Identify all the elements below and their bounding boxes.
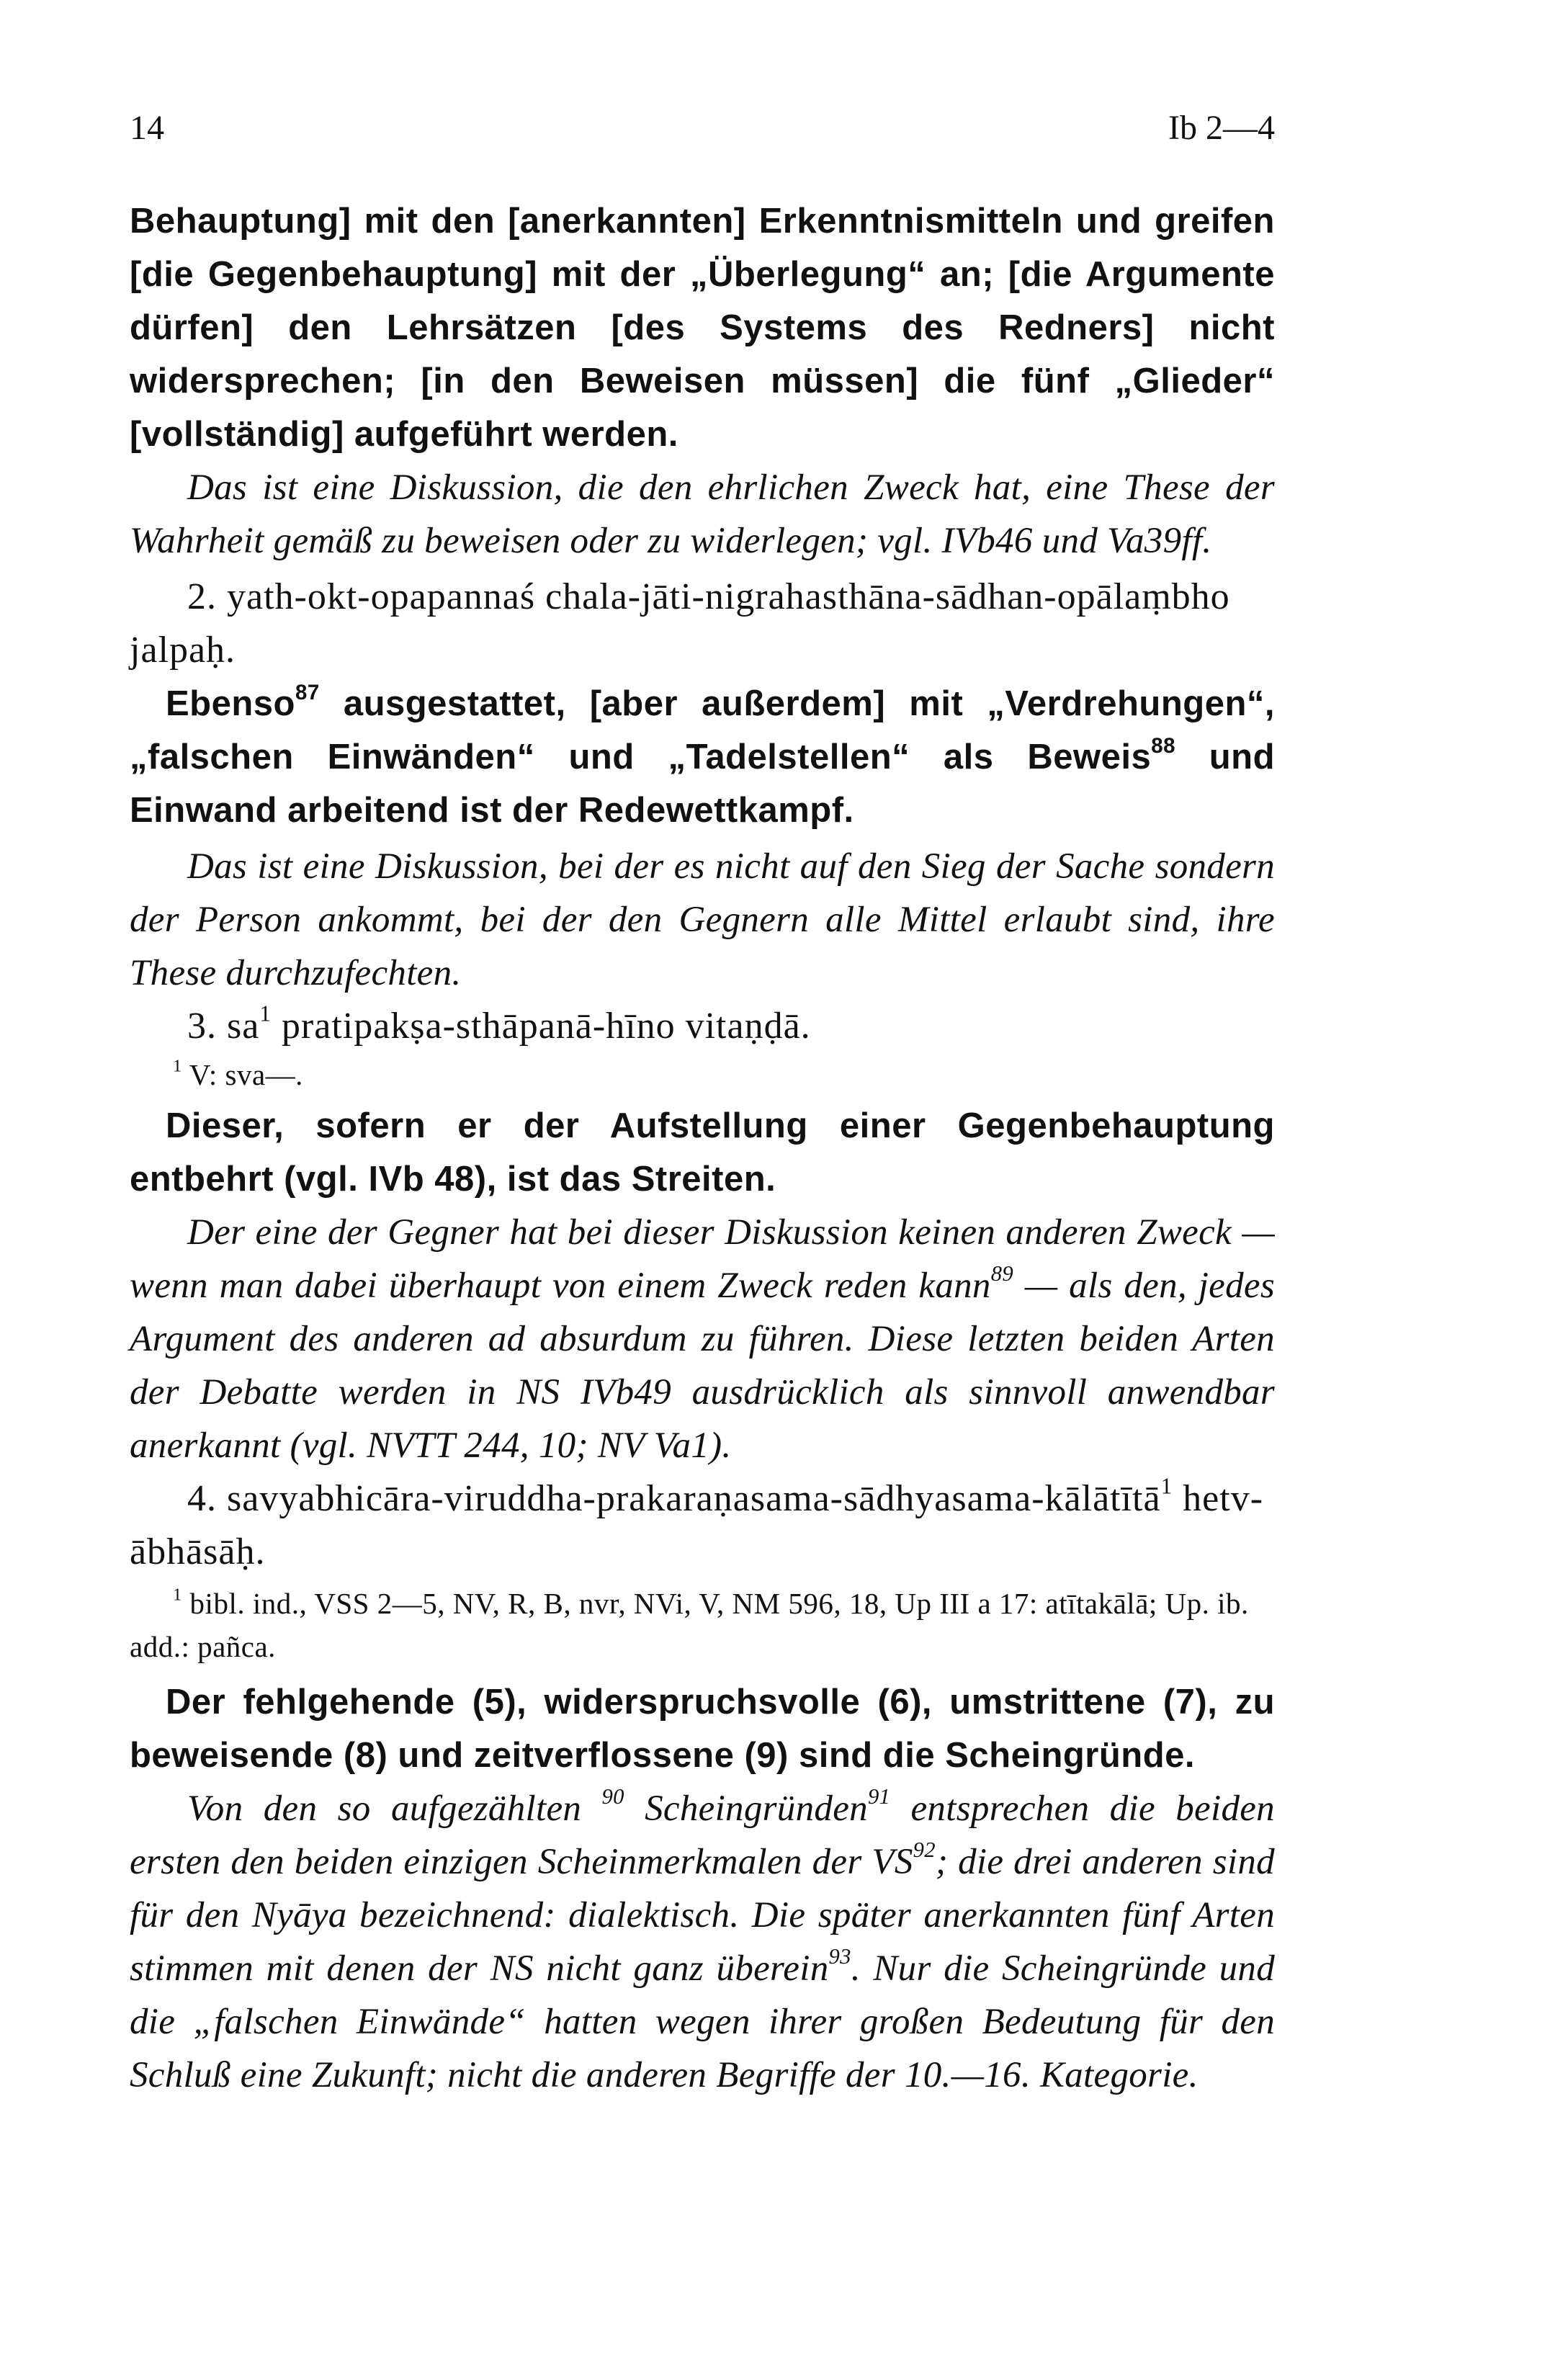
footnote-ref: 90 [601, 1784, 624, 1809]
page-number: 14 [130, 109, 164, 147]
commentary-paragraph-1: Das ist eine Diskussion, die den ehrlichen Zweck hat, eine These der Wahrheit gemäß zu beweisen oder zu widerlegen; vgl. IVb46 und Va39ff. [130, 467, 1275, 561]
section-reference: Ib 2—4 [1168, 109, 1275, 147]
sutra-2: 2. yath-okt-opapannaś chala-jāti-nigrahasthāna-sādhan-opālaṃbho jalpaḥ. [130, 576, 1230, 671]
footnote-ref: 89 [990, 1261, 1013, 1286]
footnote-ref: 92 [913, 1837, 936, 1863]
footnote-ref: 1 [1160, 1473, 1173, 1499]
sutra-3: 3. $sa^1$ pratipakṣa-sthāpanā-hīno vitaṇḍā. [187, 1001, 811, 1047]
variant-note-3: $^1$ V: sva—. [173, 1056, 303, 1091]
footnote-ref: 88 [1151, 733, 1175, 758]
translation-paragraph-4: Der fehlgehende (5), widerspruchsvolle (6), umstrittene (7), zu beweisende (8) und zeitverflossene (9) sind die Scheingründe. [130, 1683, 1275, 1775]
translation-paragraph-1: Behauptung] mit den [anerkannten] Erkenntnismitteln und greifen [die Gegenbehauptung] mit der „Überlegung“ an; [die Argumente dürfen] den Lehrsätzen [des Systems des Redners] nicht widersprechen; [in den Beweisen müssen] die fünf „Glieder“ [vollständig] aufgeführt werden. [130, 202, 1275, 454]
commentary-paragraph-3: Der eine der Gegner hat bei dieser Diskussion keinen anderen Zweck — wenn man dabei überhaupt von einem Zweck reden kann$^{89}$ — als den, jedes Argument des anderen ad absurdum zu führen. Diese letzten beiden Arten der Debatte werden in NS IVb49 ausdrücklich als sinnvoll anwendbar anerkannt (vgl. NVTT 244, 10; NV Va1). [130, 1212, 1275, 1466]
footnote-ref: 1 [259, 1001, 272, 1026]
translation-paragraph-2: Ebenso$^{87}$ ausgestattet, [aber außerdem] mit „Verdrehungen“, „falschen Einwänden“ und „Tadelstellen“ als Beweis$^{88}$ und Einwand arbeitend ist der Redewettkampf. [130, 680, 1275, 830]
sutra-4: 4. savyabhicāra-viruddha-prakaraṇasama-sādhyasama-kālātītā$^1$ hetv-ābhāsāḥ. [130, 1473, 1264, 1572]
footnote-ref: 87 [295, 680, 320, 704]
commentary-paragraph-4: Von den so aufgezählten $^{90}$ Scheingründen$^{91}$ entsprechen die beiden ersten den beiden einzigen Scheinmerkmalen der VS$^{92}$; die drei anderen sind für den Nyāya bezeichnend: dialektisch. Die später anerkannten fünf Arten stimmen mit denen der NS nicht ganz überein$^{93}$. Nur die Scheingründe und die „falschen Einwände“ hatten wegen ihrer großen Bedeutung für den Schluß eine Zukunft; nicht die anderen Begriffe der 10.—16. Kategorie. [130, 1784, 1275, 2095]
running-head [130, 108, 1275, 158]
translation-paragraph-3: Dieser, sofern er der Aufstellung einer Gegenbehauptung entbehrt (vgl. IVb 48), ist das Streiten. [130, 1106, 1275, 1199]
commentary-paragraph-2: Das ist eine Diskussion, bei der es nicht auf den Sieg der Sache sondern der Person ankommt, bei der den Gegnern alle Mittel erlaubt sind, ihre These durchzufechten. [130, 846, 1275, 993]
page-body [130, 194, 1275, 2102]
variant-note-4: $^1$ bibl. ind., VSS 2—5, NV, R, B, nvr, NVi, V, NM 596, 18, Up III a 17: atītakālā; Up. ib. add.: pañca. [130, 1585, 1249, 1663]
footnote-ref: 91 [867, 1784, 891, 1809]
footnote-ref: 93 [828, 1944, 851, 1969]
